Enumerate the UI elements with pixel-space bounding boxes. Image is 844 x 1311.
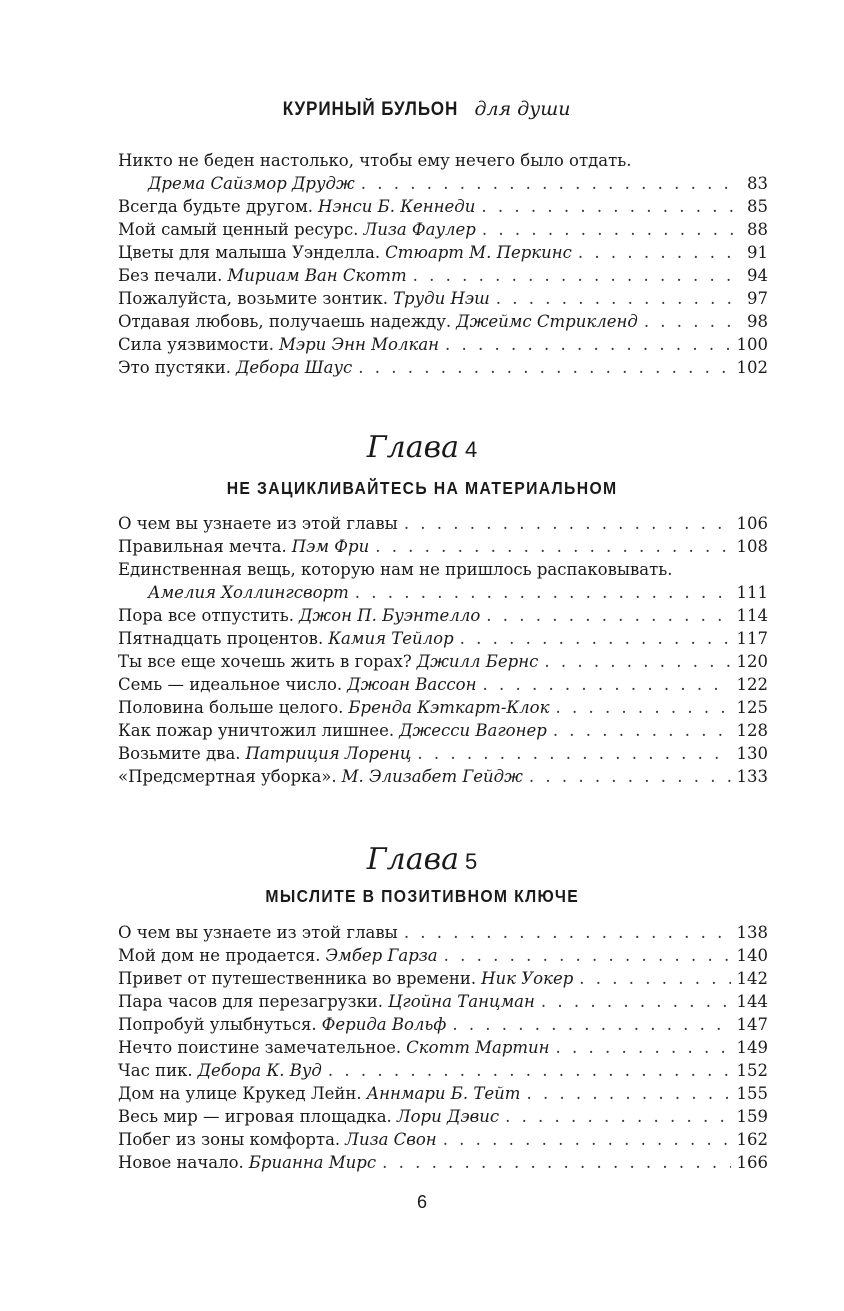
dot-leader (328, 1059, 731, 1082)
entry-title: Нечто поистине замечательное. (118, 1038, 402, 1057)
toc-entry[interactable] (118, 1105, 768, 1128)
entry-author: Лори Дэвис (396, 1107, 500, 1126)
dot-leader (443, 1128, 731, 1151)
dot-leader (413, 264, 741, 287)
entry-page: 147 (736, 1015, 768, 1034)
entry-author: Пэм Фри (291, 537, 370, 556)
entry-page: 122 (736, 675, 768, 694)
toc-entry[interactable] (118, 149, 768, 172)
running-head-title: КУРИНЫЙ БУЛЬОН (283, 99, 459, 120)
dot-leader (644, 310, 741, 333)
dot-leader (482, 673, 730, 696)
dot-leader (361, 172, 741, 195)
entry-title: Пожалуйста, возьмите зонтик. (118, 289, 389, 308)
dot-leader (556, 1036, 731, 1059)
entry-page: 166 (736, 1153, 768, 1172)
entry-title: Отдавая любовь, получаешь надежду. (118, 312, 452, 331)
entry-title: Попробуй улыбнуться. (118, 1015, 317, 1034)
dot-leader (496, 287, 741, 310)
dot-leader (404, 512, 731, 535)
entry-page: 111 (736, 583, 768, 602)
dot-leader (579, 967, 730, 990)
entry-page: 130 (736, 744, 768, 763)
toc-entry[interactable] (118, 1036, 768, 1059)
entry-title: О чем вы узнаете из этой главы (118, 923, 398, 942)
dot-leader (529, 765, 731, 788)
entry-page: 91 (747, 243, 768, 262)
entry-title: Семь — идеальное число. (118, 675, 343, 694)
entry-author: Бренда Кэткарт-Клок (348, 698, 550, 717)
entry-page: 152 (736, 1061, 768, 1080)
entry-page: 102 (736, 358, 768, 377)
entry-page: 83 (747, 174, 768, 193)
toc-entry[interactable] (118, 1082, 768, 1105)
toc-entry[interactable] (118, 1013, 768, 1036)
entry-page: 106 (736, 514, 768, 533)
entry-title: Возьмите два. (118, 744, 241, 763)
entry-author: Камия Тейлор (328, 629, 454, 648)
entry-author: Скотт Мартин (406, 1038, 550, 1057)
entry-title: Единственная вещь, которую нам не пришлось распаковывать. (118, 560, 673, 579)
entry-author: Дебора Шаус (235, 358, 353, 377)
entry-page: 140 (736, 946, 768, 965)
toc-entry[interactable] (118, 172, 768, 195)
toc-entry[interactable] (118, 558, 768, 581)
toc-entry[interactable] (118, 765, 768, 788)
toc-chapter-5 (118, 921, 768, 1174)
entry-title: Новое начало. (118, 1153, 244, 1172)
dot-leader (358, 356, 730, 379)
entry-title: Дом на улице Крукед Лейн. (118, 1084, 362, 1103)
entry-author: Труди Нэш (393, 289, 490, 308)
chapter-label-word: Глава (366, 842, 459, 877)
toc-entry[interactable] (118, 581, 768, 604)
running-head-script: для души (474, 98, 571, 120)
entry-page: 120 (736, 652, 768, 671)
entry-author: Цгойна Танцман (388, 992, 535, 1011)
toc-entry[interactable] (118, 264, 768, 287)
toc-chapter-4 (118, 512, 768, 788)
entry-author: Джесси Вагонер (399, 721, 547, 740)
entry-page: 159 (736, 1107, 768, 1126)
entry-page: 128 (736, 721, 768, 740)
dot-leader (553, 719, 731, 742)
entry-page: 125 (736, 698, 768, 717)
entry-author: Амелия Холлингсворт (148, 583, 349, 602)
entry-page: 149 (736, 1038, 768, 1057)
dot-leader (544, 650, 730, 673)
toc-entry[interactable] (118, 195, 768, 218)
entry-author: Нэнси Б. Кеннеди (318, 197, 476, 216)
toc-entry[interactable] (118, 673, 768, 696)
page-number: 6 (416, 1192, 427, 1212)
chapter-number: 4 (464, 437, 478, 462)
entry-author: Дрема Сайзмор Друдж (148, 174, 355, 193)
entry-title: Цветы для малыша Уэнделла. (118, 243, 381, 262)
dot-leader (452, 1013, 730, 1036)
entry-page: 100 (736, 335, 768, 354)
entry-page: 98 (747, 312, 768, 331)
toc-entry[interactable] (118, 990, 768, 1013)
chapter-label-word: Глава (366, 430, 459, 465)
toc-entry[interactable] (118, 944, 768, 967)
entry-title: Мой дом не продается. (118, 946, 321, 965)
dot-leader (417, 742, 730, 765)
entry-title: Привет от путешественника во времени. (118, 969, 477, 988)
entry-title: О чем вы узнаете из этой главы (118, 514, 398, 533)
entry-page: 94 (747, 266, 768, 285)
entry-title: Сила уязвимости. (118, 335, 274, 354)
dot-leader (375, 535, 730, 558)
chapter-4-label (0, 430, 844, 465)
entry-author: Ник Уокер (481, 969, 574, 988)
entry-title: Пятнадцать процентов. (118, 629, 324, 648)
toc-entry[interactable] (118, 604, 768, 627)
entry-title: Как пожар уничтожил лишнее. (118, 721, 395, 740)
chapter-5-label (0, 842, 844, 877)
toc-entry[interactable] (118, 1151, 768, 1174)
toc-entry[interactable] (118, 967, 768, 990)
entry-author: Джеймс Стрикленд (456, 312, 638, 331)
entry-title: Это пустяки. (118, 358, 231, 377)
toc-entry[interactable] (118, 241, 768, 264)
entry-author: Джоан Вассон (347, 675, 477, 694)
entry-author: Аннмари Б. Тейт (366, 1084, 521, 1103)
chapter-number: 5 (464, 849, 478, 874)
dot-leader (444, 944, 731, 967)
entry-page: 85 (747, 197, 768, 216)
toc-entry[interactable] (118, 512, 768, 535)
entry-author: Мэри Энн Молкан (278, 335, 440, 354)
chapter-title-text: НЕ ЗАЦИКЛИВАЙТЕСЬ НА МАТЕРИАЛЬНОМ (226, 478, 618, 498)
toc-section-top (118, 149, 768, 379)
entry-author: Ферида Вольф (321, 1015, 447, 1034)
entry-title: Пора все отпустить. (118, 606, 294, 625)
dot-leader (555, 696, 730, 719)
entry-page: 133 (736, 767, 768, 786)
entry-author: Стюарт М. Перкинс (385, 243, 572, 262)
entry-page: 142 (736, 969, 768, 988)
dot-leader (482, 218, 741, 241)
dot-leader (355, 581, 731, 604)
entry-title: «Предсмертная уборка». (118, 767, 337, 786)
entry-page: 144 (736, 992, 768, 1011)
entry-author: Лиза Свон (345, 1130, 437, 1149)
entry-title: Мой самый ценный ресурс. (118, 220, 359, 239)
toc-entry[interactable] (118, 650, 768, 673)
toc-entry[interactable] (118, 742, 768, 765)
dot-leader (404, 921, 731, 944)
toc-entry[interactable] (118, 921, 768, 944)
toc-entry[interactable] (118, 287, 768, 310)
entry-page: 117 (736, 629, 768, 648)
entry-page: 155 (736, 1084, 768, 1103)
entry-title: Никто не беден настолько, чтобы ему нечего было отдать. (118, 151, 632, 170)
running-head (0, 98, 844, 121)
dot-leader (382, 1151, 730, 1174)
chapter-5-title (0, 886, 844, 907)
dot-leader (486, 604, 730, 627)
toc-entry[interactable] (118, 218, 768, 241)
dot-leader (460, 627, 731, 650)
dot-leader (526, 1082, 730, 1105)
entry-title: Ты все еще хочешь жить в горах? (118, 652, 412, 671)
dot-leader (481, 195, 741, 218)
dot-leader (541, 990, 731, 1013)
entry-title: Без печали. (118, 266, 223, 285)
toc-entry[interactable] (118, 356, 768, 379)
entry-title: Правильная мечта. (118, 537, 287, 556)
toc-entry[interactable] (118, 719, 768, 742)
entry-page: 88 (747, 220, 768, 239)
dot-leader (505, 1105, 730, 1128)
entry-author: Мириам Ван Скотт (227, 266, 407, 285)
entry-title: Побег из зоны комфорта. (118, 1130, 341, 1149)
chapter-title-text: МЫСЛИТЕ В ПОЗИТИВНОМ КЛЮЧЕ (265, 886, 579, 906)
entry-title: Пара часов для перезагрузки. (118, 992, 384, 1011)
entry-title: Всегда будьте другом. (118, 197, 314, 216)
entry-author: Патриция Лоренц (245, 744, 412, 763)
entry-page: 108 (736, 537, 768, 556)
entry-author: М. Элизабет Гейдж (341, 767, 523, 786)
entry-author: Эмбер Гарза (325, 946, 438, 965)
entry-author: Лиза Фаулер (363, 220, 476, 239)
chapter-4-title (0, 478, 844, 499)
entry-author: Джилл Бернс (416, 652, 539, 671)
toc-entry[interactable] (118, 1128, 768, 1151)
toc-entry[interactable] (118, 1059, 768, 1082)
entry-title: Весь мир — игровая площадка. (118, 1107, 392, 1126)
toc-entry[interactable] (118, 627, 768, 650)
entry-page: 138 (736, 923, 768, 942)
toc-entry[interactable] (118, 333, 768, 356)
entry-author: Джон П. Буэнтелло (299, 606, 481, 625)
toc-entry[interactable] (118, 696, 768, 719)
entry-title: Половина больше целого. (118, 698, 344, 717)
dot-leader (578, 241, 741, 264)
entry-author: Дебора К. Вуд (197, 1061, 322, 1080)
entry-author: Брианна Мирс (248, 1153, 377, 1172)
entry-title: Час пик. (118, 1061, 193, 1080)
dot-leader (445, 333, 730, 356)
toc-entry[interactable] (118, 535, 768, 558)
entry-page: 97 (747, 289, 768, 308)
entry-page: 162 (736, 1130, 768, 1149)
toc-entry[interactable] (118, 310, 768, 333)
entry-page: 114 (736, 606, 768, 625)
